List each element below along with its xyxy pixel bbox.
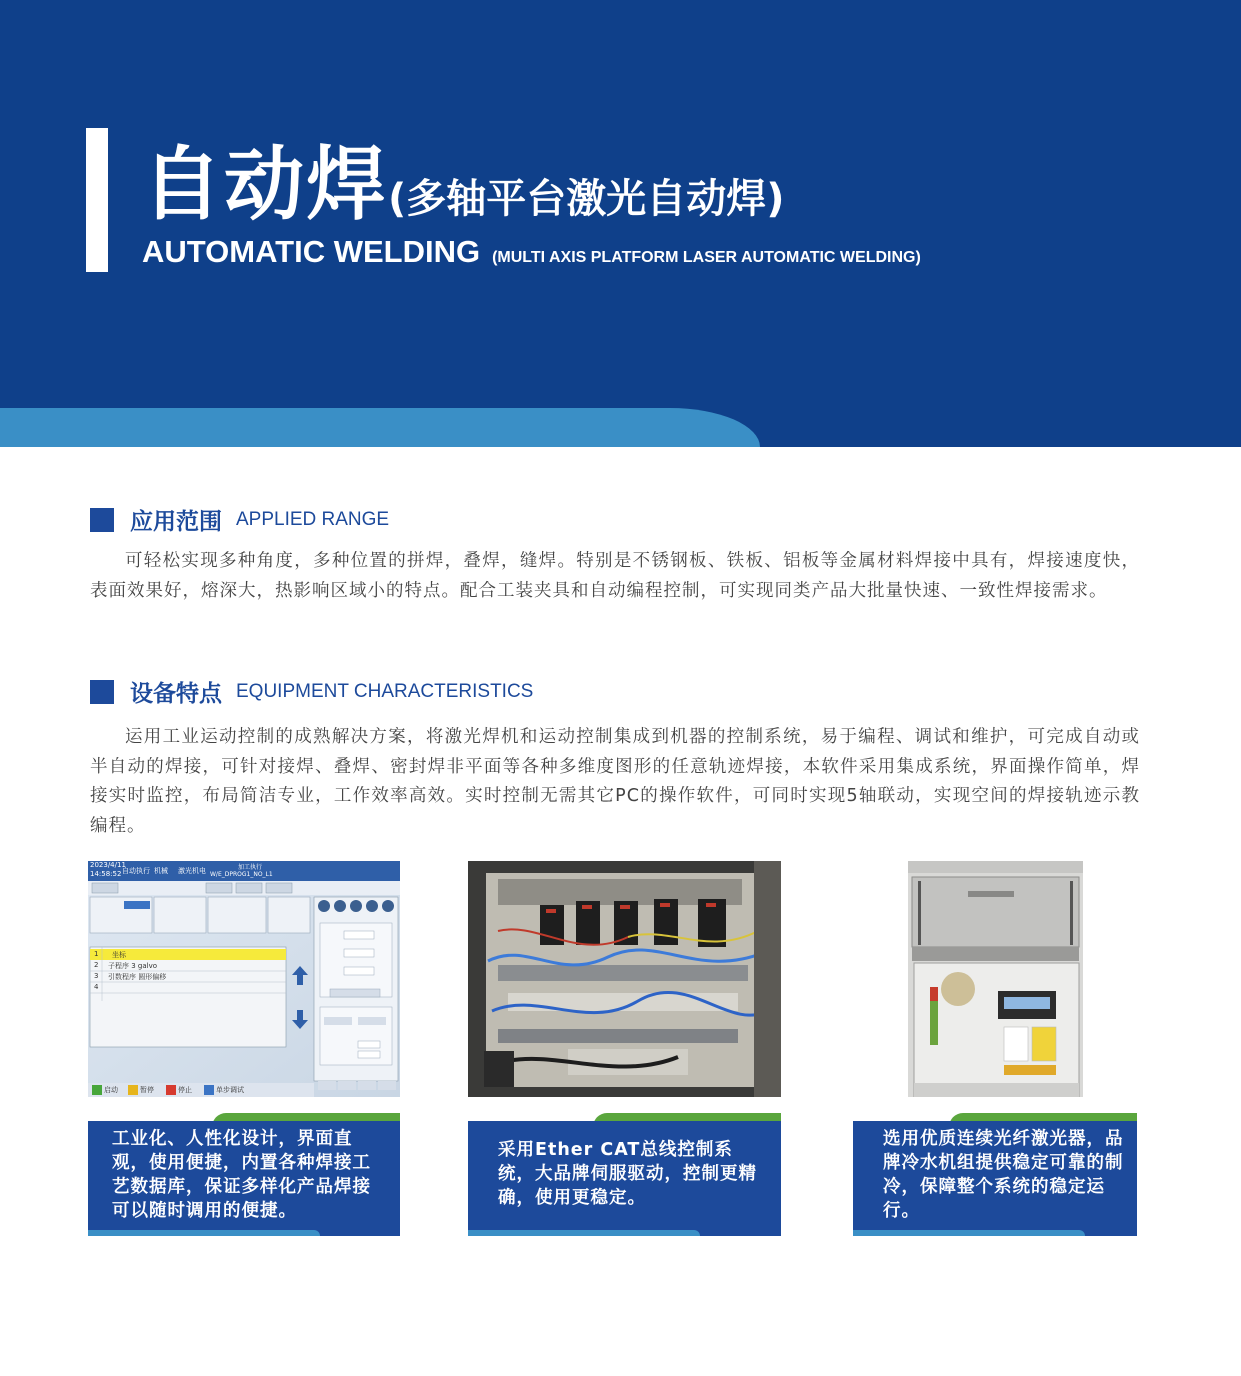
section-title-en: EQUIPMENT CHARACTERISTICS (236, 680, 534, 702)
laser-unit-photo (908, 861, 1083, 1097)
screen-row-no: 1 (94, 950, 99, 958)
screen-menu: W/E_DPROG1_NO_L1 (210, 871, 273, 878)
section-title-cn: 设备特点 (130, 681, 222, 707)
caption-card-software (88, 1113, 400, 1236)
screen-row-name: 引数程序 圆形偏移 (108, 973, 167, 981)
screen-date: 2023/4/11 (90, 861, 126, 869)
screen-row-no: 2 (94, 961, 99, 969)
screen-tab: 机械 (154, 867, 168, 875)
caption-card-laser (853, 1113, 1137, 1236)
screen-bottom-button: 单步调试 (216, 1086, 244, 1094)
card-bottom-line (853, 1230, 1085, 1236)
title-accent-bar (86, 128, 108, 272)
card-bottom-line (88, 1230, 320, 1236)
title-cn-sub: (多轴平台激光自动焊) (388, 176, 785, 222)
section-square-icon (90, 508, 114, 532)
screen-bottom-button: 启动 (104, 1086, 118, 1094)
section-title-en: APPLIED RANGE (236, 508, 390, 530)
section-equipment-heading (90, 675, 533, 708)
section-applied-range-body: 可轻松实现多种角度，多种位置的拼焊，叠焊，缝焊。特别是不锈钢板、铁板、铝板等金属材料焊接中具有，焊接速度快，表面效果好，熔深大，热影响区域小的特点。配合工装夹具和自动编程控制，可实现同类产品大批量快速、一致性焊接需求。 (90, 551, 1140, 601)
screen-tab: 激光机电 (178, 867, 206, 875)
screen-row-no: 4 (94, 983, 99, 991)
card-text: 采用Ether CAT总线控制系统，大品牌伺服驱动，控制更精确，使用更稳定。 (498, 1140, 757, 1208)
header-banner (0, 0, 1241, 447)
caption-card-cabinet (468, 1113, 781, 1236)
title-en-main: AUTOMATIC WELDING (142, 234, 481, 269)
screen-row-name: 子程序 3 galvo (108, 962, 158, 970)
title-cn-main: 自动焊 (142, 138, 388, 231)
control-cabinet-image (468, 861, 781, 1097)
screen-bottom-button: 暂停 (140, 1086, 154, 1094)
section-title-cn: 应用范围 (130, 509, 222, 535)
card-text: 工业化、人性化设计，界面直观，使用便捷，内置各种焊接工艺数据库，保证多样化产品焊接可以随时调用的便捷。 (112, 1129, 371, 1221)
title-cn (142, 120, 785, 235)
screen-row-no: 3 (94, 972, 99, 980)
banner-wave (0, 408, 760, 447)
screen-row-name: 坐标 (112, 951, 126, 959)
laser-unit-image (908, 861, 1083, 1097)
screen-bottom-button: 停止 (178, 1086, 192, 1094)
title-en-sub: (MULTI AXIS PLATFORM LASER AUTOMATIC WELDING) (492, 249, 921, 266)
section-square-icon (90, 680, 114, 704)
screen-time: 14:58:52 (90, 870, 122, 878)
control-cabinet-photo (468, 861, 781, 1097)
title-en (142, 234, 921, 270)
software-screen-photo (88, 861, 400, 1097)
section-applied-range-heading (90, 503, 389, 536)
card-text: 选用优质连续光纤激光器，品牌冷水机组提供稳定可靠的制冷，保障整个系统的稳定运行。 (883, 1129, 1124, 1221)
section-equipment-body: 运用工业运动控制的成熟解决方案，将激光焊机和运动控制集成到机器的控制系统，易于编程、调试和维护，可完成自动或半自动的焊接，可针对接焊、叠焊、密封焊非平面等各种多维度图形的任意轨迹焊接，本软件采用集成系统，界面操作简单，焊接实时监控，布局简洁专业，工作效率高效。实时控制无需其它PC的操作软件，可同时实现5轴联动，实现空间的焊接轨迹示教编程。 (90, 727, 1140, 836)
screen-menu: 加工执行 (238, 864, 263, 871)
card-bottom-line (468, 1230, 700, 1236)
screen-tab: 自动执行 (122, 867, 150, 875)
